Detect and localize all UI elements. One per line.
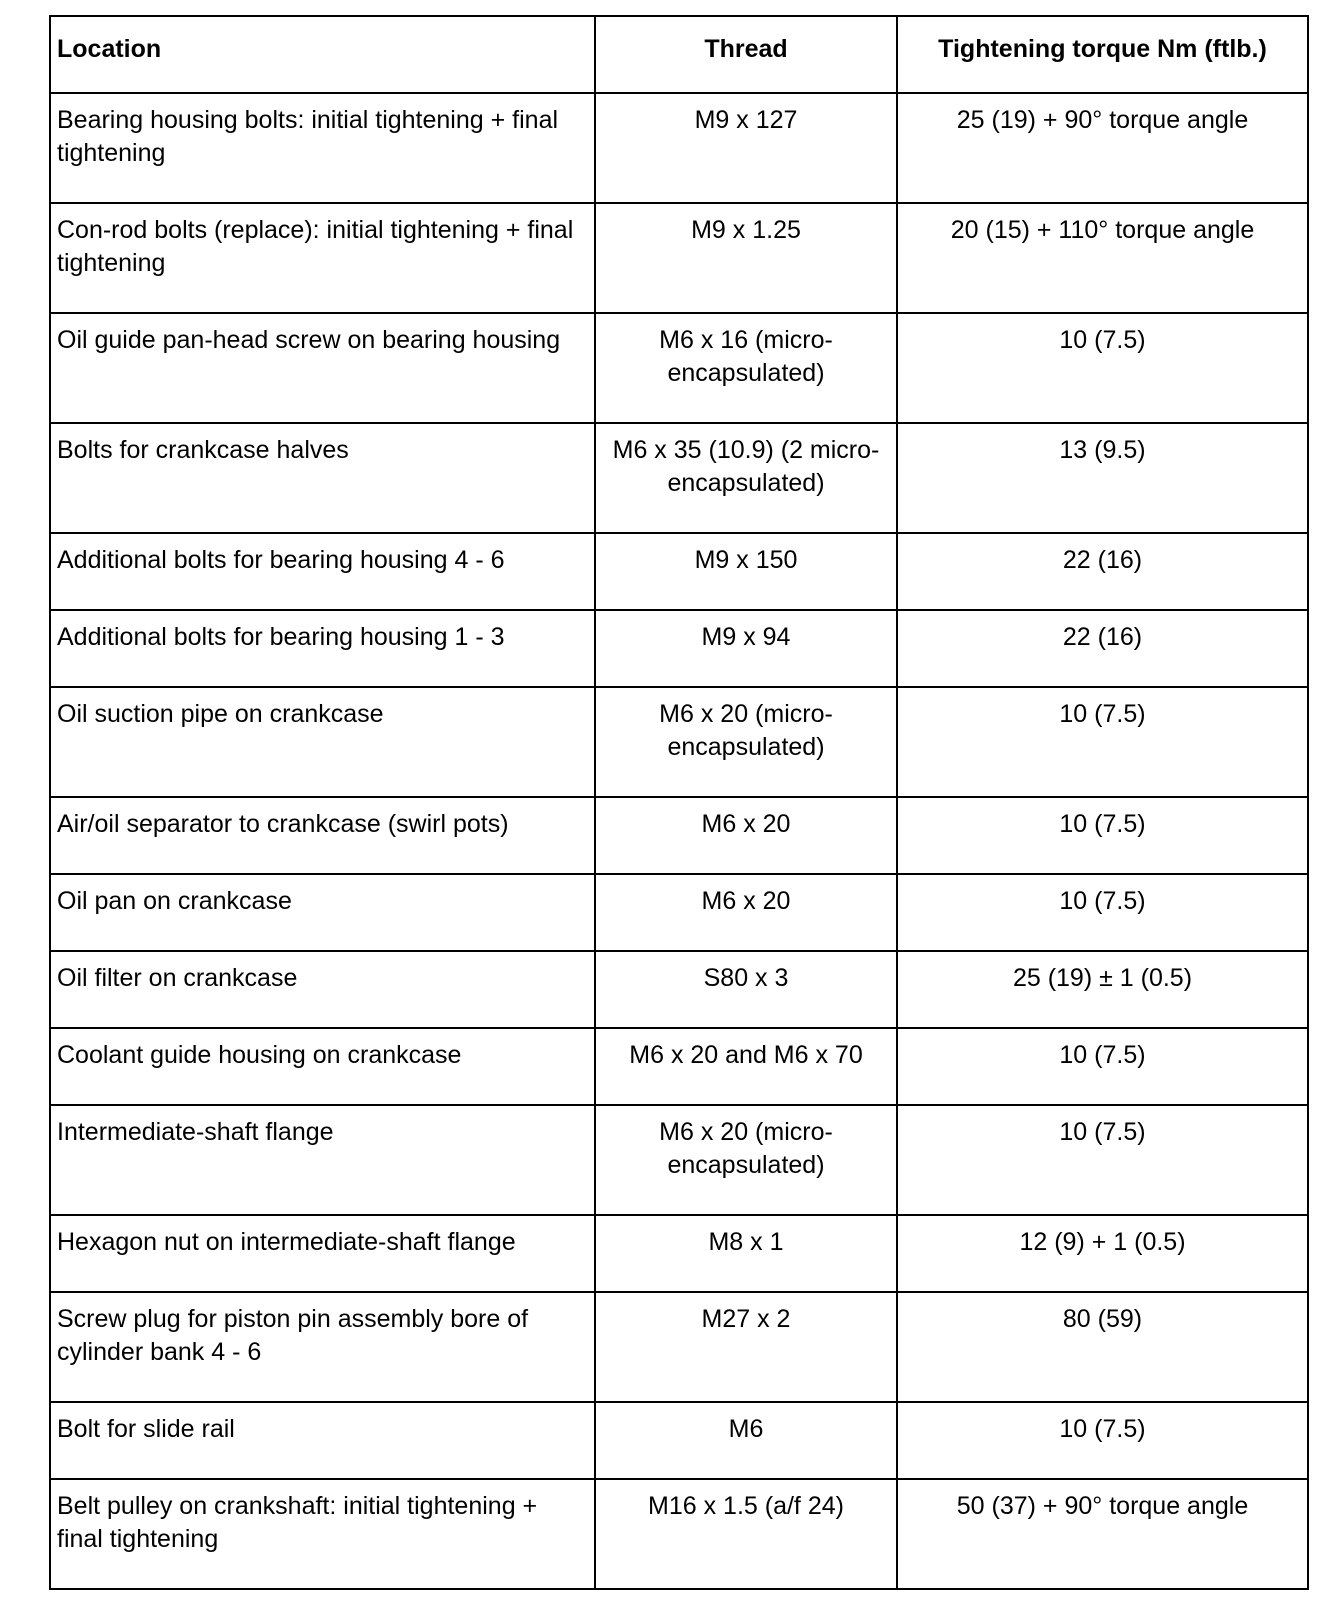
- location-cell: Oil suction pipe on crankcase: [50, 687, 595, 797]
- torque-cell: 10 (7.5): [897, 1402, 1308, 1479]
- thread-cell: M8 x 1: [595, 1215, 897, 1292]
- table-row: [50, 93, 1308, 203]
- header-location: Location: [50, 16, 595, 93]
- thread-cell: M27 x 2: [595, 1292, 897, 1402]
- torque-cell: 10 (7.5): [897, 1028, 1308, 1105]
- location-cell: Oil filter on crankcase: [50, 951, 595, 1028]
- thread-cell: S80 x 3: [595, 951, 897, 1028]
- torque-cell: 10 (7.5): [897, 1105, 1308, 1215]
- location-cell: Con-rod bolts (replace): initial tightening + final tightening: [50, 203, 595, 313]
- header-row: [50, 16, 1308, 93]
- table-row: [50, 313, 1308, 423]
- torque-cell: 22 (16): [897, 610, 1308, 687]
- location-cell: Additional bolts for bearing housing 1 - 3: [50, 610, 595, 687]
- torque-cell: 10 (7.5): [897, 687, 1308, 797]
- torque-cell: 13 (9.5): [897, 423, 1308, 533]
- location-cell: Bolt for slide rail: [50, 1402, 595, 1479]
- torque-cell: 10 (7.5): [897, 797, 1308, 874]
- torque-cell: 10 (7.5): [897, 874, 1308, 951]
- torque-cell: 22 (16): [897, 533, 1308, 610]
- table-row: [50, 203, 1308, 313]
- thread-cell: M9 x 150: [595, 533, 897, 610]
- thread-cell: M6 x 35 (10.9) (2 micro-encapsulated): [595, 423, 897, 533]
- torque-cell: 50 (37) + 90° torque angle: [897, 1479, 1308, 1589]
- location-cell: Intermediate-shaft flange: [50, 1105, 595, 1215]
- thread-cell: M6 x 20 (micro-encapsulated): [595, 687, 897, 797]
- header-thread: Thread: [595, 16, 897, 93]
- location-cell: Oil guide pan-head screw on bearing housing: [50, 313, 595, 423]
- table-row: [50, 1028, 1308, 1105]
- thread-cell: M16 x 1.5 (a/f 24): [595, 1479, 897, 1589]
- thread-cell: M9 x 127: [595, 93, 897, 203]
- thread-cell: M6: [595, 1402, 897, 1479]
- thread-cell: M6 x 16 (micro-encapsulated): [595, 313, 897, 423]
- table-row: [50, 1292, 1308, 1402]
- table-row: [50, 1479, 1308, 1589]
- thread-cell: M6 x 20: [595, 797, 897, 874]
- torque-cell: 25 (19) + 90° torque angle: [897, 93, 1308, 203]
- table-row: [50, 533, 1308, 610]
- location-cell: Additional bolts for bearing housing 4 - 6: [50, 533, 595, 610]
- header-tightening-torque: Tightening torque Nm (ftlb.): [897, 16, 1308, 93]
- torque-cell: 80 (59): [897, 1292, 1308, 1402]
- table-row: [50, 687, 1308, 797]
- location-cell: Bearing housing bolts: initial tightening + final tightening: [50, 93, 595, 203]
- table-row: [50, 874, 1308, 951]
- location-cell: Oil pan on crankcase: [50, 874, 595, 951]
- thread-cell: M6 x 20: [595, 874, 897, 951]
- torque-specification-table: [49, 15, 1309, 1590]
- table-row: [50, 951, 1308, 1028]
- thread-cell: M6 x 20 (micro-encapsulated): [595, 1105, 897, 1215]
- location-cell: Belt pulley on crankshaft: initial tightening + final tightening: [50, 1479, 595, 1589]
- table-row: [50, 1105, 1308, 1215]
- location-cell: Screw plug for piston pin assembly bore of cylinder bank 4 - 6: [50, 1292, 595, 1402]
- thread-cell: M9 x 1.25: [595, 203, 897, 313]
- location-cell: Bolts for crankcase halves: [50, 423, 595, 533]
- thread-cell: M9 x 94: [595, 610, 897, 687]
- location-cell: Coolant guide housing on crankcase: [50, 1028, 595, 1105]
- table-body: [50, 93, 1308, 1589]
- table-row: [50, 797, 1308, 874]
- table-row: [50, 1402, 1308, 1479]
- thread-cell: M6 x 20 and M6 x 70: [595, 1028, 897, 1105]
- torque-cell: 20 (15) + 110° torque angle: [897, 203, 1308, 313]
- torque-cell: 12 (9) + 1 (0.5): [897, 1215, 1308, 1292]
- table-row: [50, 610, 1308, 687]
- table-row: [50, 1215, 1308, 1292]
- table-row: [50, 423, 1308, 533]
- location-cell: Hexagon nut on intermediate-shaft flange: [50, 1215, 595, 1292]
- torque-cell: 25 (19) ± 1 (0.5): [897, 951, 1308, 1028]
- location-cell: Air/oil separator to crankcase (swirl pots): [50, 797, 595, 874]
- torque-cell: 10 (7.5): [897, 313, 1308, 423]
